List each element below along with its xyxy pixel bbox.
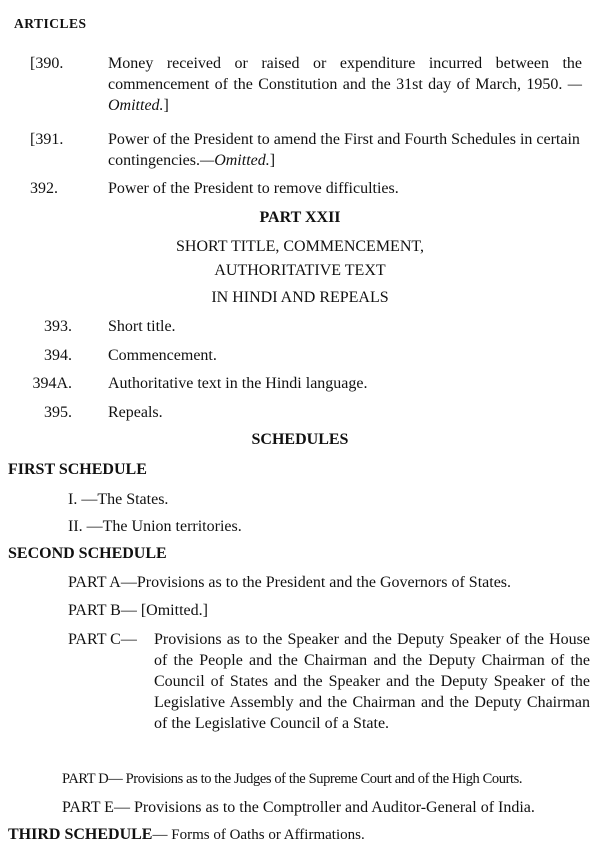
article-title: Short title.	[108, 318, 176, 335]
schedule-part: PART B— [Omitted.]	[68, 602, 208, 619]
schedule-part: PART A—Provisions as to the President and the Governors of States.	[68, 574, 512, 591]
article-number: 393.	[44, 318, 72, 335]
closing-bracket: ]	[163, 97, 169, 114]
article-title: Power of the President to amend the First and Fourth Schedules in certain contingencies.	[108, 131, 580, 169]
part-subtitle: SHORT TITLE, COMMENCEMENT,	[176, 238, 424, 255]
article-title: Repeals.	[108, 404, 163, 421]
part-title: PART XXII	[259, 209, 341, 226]
article-number: [391.	[30, 131, 64, 148]
part-subtitle: IN HINDI AND REPEALS	[211, 289, 389, 306]
article-text	[108, 129, 582, 171]
schedule-title: FIRST SCHEDULE	[8, 461, 147, 478]
article-title: Commencement.	[108, 347, 217, 364]
omitted-note: —Omitted.	[199, 152, 270, 169]
articles-header: ARTICLES	[14, 16, 87, 31]
article-title: Power of the President to remove difficulties.	[108, 180, 399, 197]
schedules-heading: SCHEDULES	[251, 431, 349, 448]
schedule-text: — Forms of Oaths or Affirmations.	[152, 827, 365, 843]
schedule-title: SECOND SCHEDULE	[8, 545, 167, 562]
article-title: Money received or raised or expenditure incurred between the commencement of the Constitution and the 31st day of March, 1950.	[108, 55, 582, 93]
schedule-item: II. —The Union territories.	[68, 518, 242, 535]
article-number: 392.	[30, 180, 58, 197]
closing-bracket: ]	[269, 152, 276, 169]
schedule-item: I. —The States.	[68, 491, 169, 508]
part-subtitle: AUTHORITATIVE TEXT	[214, 262, 386, 279]
article-number: 394.	[44, 347, 72, 364]
schedule-part: PART E— Provisions as to the Comptroller and Auditor-General of India.	[62, 799, 535, 816]
article-number: [390.	[30, 55, 64, 72]
schedule-part-label: PART C—	[68, 631, 137, 648]
article-number: 395.	[44, 404, 72, 421]
article-title: Authoritative text in the Hindi language.	[108, 375, 368, 392]
article-number: 394A.	[32, 375, 72, 392]
schedule-title: THIRD SCHEDULE	[8, 826, 153, 843]
schedule-part-text: Provisions as to the Speaker and the Deputy Speaker of the House of the People and the Chairman and the Deputy Chairman of the Council of States and the Speaker and the Deputy Speaker of the Legislative Assembly and the Chairman and the Deputy Chairman of the Legislative Council of a State.	[154, 631, 590, 732]
omitted-note: —Omitted.	[108, 76, 582, 114]
article-text	[108, 53, 582, 116]
third-schedule-line	[8, 825, 365, 846]
schedule-part: PART D— Provisions as to the Judges of the Supreme Court and of the High Courts.	[62, 771, 523, 787]
